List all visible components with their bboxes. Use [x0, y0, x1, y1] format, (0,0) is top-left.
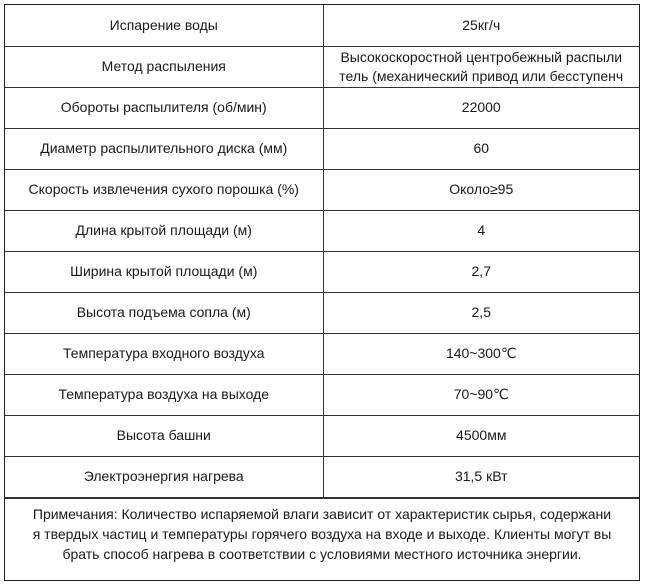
notes-block	[5, 498, 639, 564]
param-cell: Высота башни	[5, 415, 323, 456]
spec-sheet	[4, 4, 640, 581]
note-line: брать способ нагрева в соответствии с условиями местного источника энергии.	[62, 545, 582, 562]
param-cell: Электроэнергия нагрева	[5, 456, 323, 497]
value-cell: 4500мм	[323, 415, 639, 456]
value-cell: Около≥95	[323, 169, 639, 210]
value-cell: 2,7	[323, 251, 639, 292]
param-cell: Высота подъема сопла (м)	[5, 292, 323, 333]
param-cell: Длина крытой площади (м)	[5, 210, 323, 251]
param-cell: Метод распыления	[5, 46, 323, 87]
table-row	[5, 251, 639, 292]
value-line: Высокоскоростной центробежный распыли	[340, 48, 623, 65]
table-row	[5, 128, 639, 169]
table-row	[5, 415, 639, 456]
table-row	[5, 374, 639, 415]
value-cell: 2,5	[323, 292, 639, 333]
value-cell: 31,5 кВт	[323, 456, 639, 497]
param-cell: Ширина крытой площади (м)	[5, 251, 323, 292]
note-line: Примечания: Количество испаряемой влаги зависит от характеристик сырья, содержани	[32, 505, 612, 522]
table-row	[5, 210, 639, 251]
table-row	[5, 333, 639, 374]
value-line: тель (механический привод или бесступенч	[339, 67, 624, 84]
table-row	[5, 87, 639, 128]
value-cell: 60	[323, 128, 639, 169]
value-cell	[323, 46, 639, 87]
value-cell: 140~300℃	[323, 333, 639, 374]
param-cell: Обороты распылителя (об/мин)	[5, 87, 323, 128]
table-row	[5, 5, 639, 46]
value-cell: 22000	[323, 87, 639, 128]
note-line: я твердых частиц и температуры горячего воздуха на входе и выходе. Клиенты могут вы	[32, 525, 612, 542]
table-row	[5, 456, 639, 497]
table-row	[5, 292, 639, 333]
table-row	[5, 169, 639, 210]
value-cell: 4	[323, 210, 639, 251]
param-cell: Испарение воды	[5, 5, 323, 46]
spec-table	[5, 5, 639, 498]
value-cell: 70~90℃	[323, 374, 639, 415]
param-cell: Диаметр распылительного диска (мм)	[5, 128, 323, 169]
table-row	[5, 46, 639, 87]
param-cell: Скорость извлечения сухого порошка (%)	[5, 169, 323, 210]
value-cell: 25кг/ч	[323, 5, 639, 46]
param-cell: Температура воздуха на выходе	[5, 374, 323, 415]
param-cell: Температура входного воздуха	[5, 333, 323, 374]
